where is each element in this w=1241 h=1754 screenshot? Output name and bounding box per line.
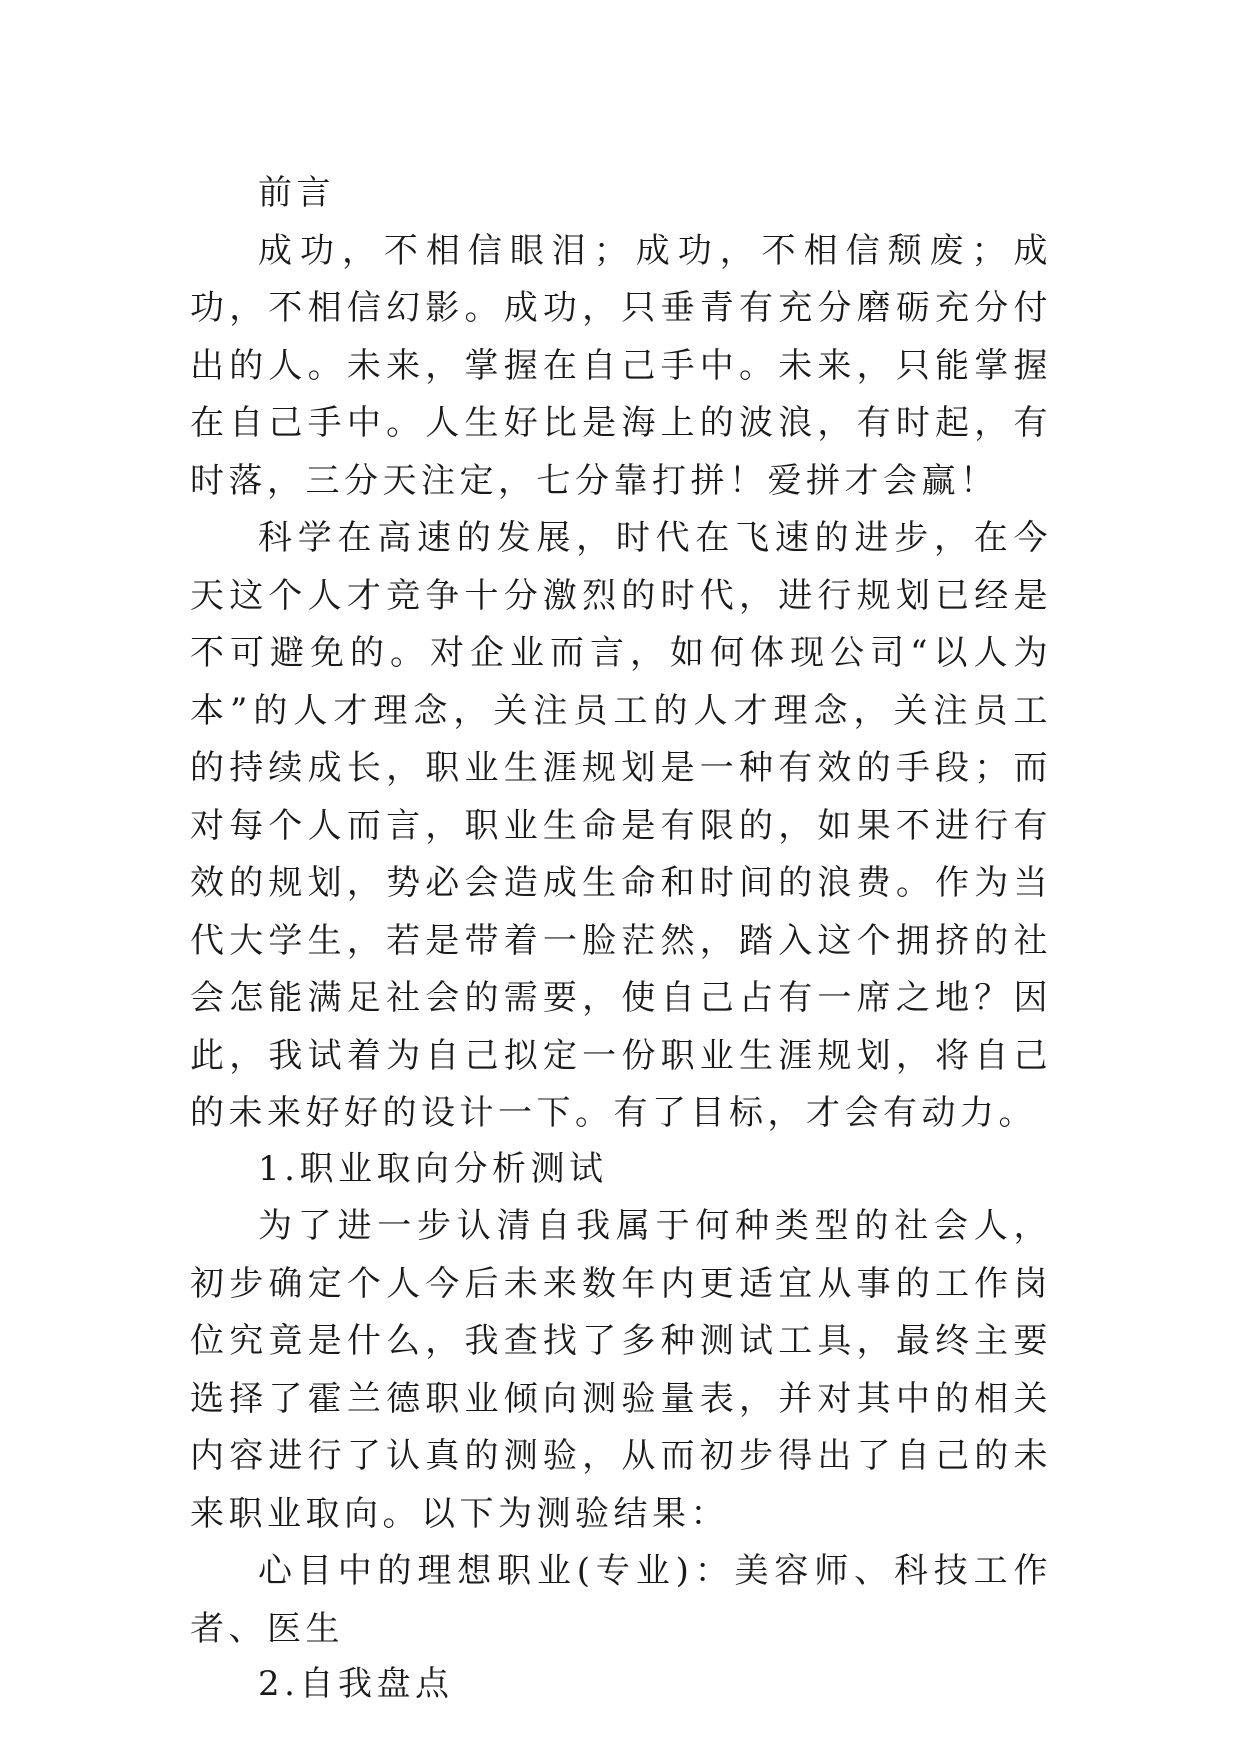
preface-title: 前言	[258, 173, 335, 213]
paragraph-success: 成功，不相信眼泪；成功，不相信颓废；成功，不相信幻影。成功，只垂青有充分磨砺充分付出的人。未来，掌握在自己手中。未来，只能掌握在自己手中。人生好比是海上的波浪，有时起，有时落，三分天注定，七分靠打拼！爱拼才会赢！	[190, 230, 1052, 501]
paragraph-planning: 科学在高速的发展，时代在飞速的进步，在今天这个人才竞争十分激烈的时代，进行规划已经是不可避免的。对企业而言，如何体现公司“以人为本”的人才理念，关注员工的人才理念，关注员工的持续成长，职业生涯规划是一种有效的手段；而对每个人而言，职业生命是有限的，如果不进行有效的规划，势必会造成生命和时间的浪费。作为当代大学生，若是带着一脸茫然，踏入这个拥挤的社会怎能满足社会的需要，使自己占有一席之地？因此，我试着为自己拟定一份职业生涯规划，将自己的未来好好的设计一下。有了目标，才会有动力。	[190, 518, 1052, 1133]
section-heading-2: 2.自我盘点	[258, 1664, 454, 1704]
section-heading-1: 1.职业取向分析测试	[258, 1148, 608, 1189]
paragraph-ideal-career: 心目中的理想职业(专业)：美容师、科技工作者、医生	[190, 1551, 1052, 1649]
paragraph-test: 为了进一步认清自我属于何种类型的社会人，初步确定个人今后未来数年内更适宜从事的工作岗位究竟是什么，我查找了多种测试工具，最终主要选择了霍兰德职业倾向测验量表，并对其中的相关内容进行了认真的测验，从而初步得出了自己的未来职业取向。以下为测验结果：	[190, 1206, 1052, 1534]
document-page	[190, 165, 1052, 1714]
